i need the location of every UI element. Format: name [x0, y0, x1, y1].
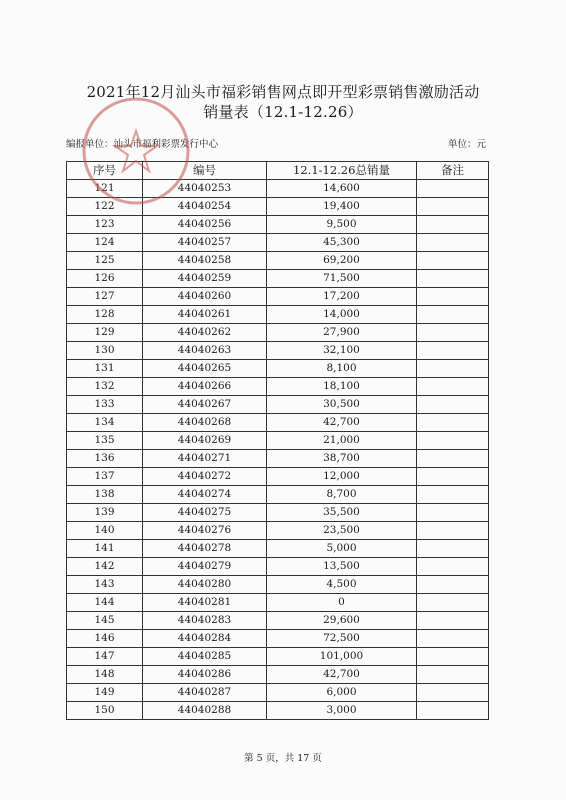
cell-seq: 150: [67, 702, 143, 720]
table-row: [67, 504, 489, 522]
cell-sales: 4,500: [267, 576, 417, 594]
table-row: [67, 378, 489, 396]
cell-sales: 17,200: [267, 288, 417, 306]
table-row: [67, 252, 489, 270]
cell-code: 44040262: [143, 324, 267, 342]
cell-code: 44040267: [143, 396, 267, 414]
table-row: [67, 396, 489, 414]
table-body: [67, 180, 489, 720]
cell-note: [417, 630, 489, 648]
cell-seq: 149: [67, 684, 143, 702]
cell-seq: 133: [67, 396, 143, 414]
cell-code: 44040281: [143, 594, 267, 612]
cell-sales: 42,700: [267, 414, 417, 432]
table-row: [67, 180, 489, 198]
cell-seq: 121: [67, 180, 143, 198]
cell-note: [417, 666, 489, 684]
cell-sales: 0: [267, 594, 417, 612]
cell-sales: 19,400: [267, 198, 417, 216]
cell-sales: 5,000: [267, 540, 417, 558]
cell-sales: 69,200: [267, 252, 417, 270]
table-row: [67, 342, 489, 360]
cell-sales: 23,500: [267, 522, 417, 540]
cell-code: 44040265: [143, 360, 267, 378]
cell-note: [417, 594, 489, 612]
title-line-1: 2021年12月汕头市福彩销售网点即开型彩票销售激励活动: [86, 83, 480, 101]
cell-note: [417, 414, 489, 432]
table-row: [67, 522, 489, 540]
cell-sales: 13,500: [267, 558, 417, 576]
cell-note: [417, 198, 489, 216]
table-row: [67, 576, 489, 594]
cell-code: 44040286: [143, 666, 267, 684]
cell-code: 44040280: [143, 576, 267, 594]
cell-sales: 38,700: [267, 450, 417, 468]
cell-code: 44040269: [143, 432, 267, 450]
cell-seq: 131: [67, 360, 143, 378]
cell-note: [417, 684, 489, 702]
table-row: [67, 324, 489, 342]
cell-seq: 146: [67, 630, 143, 648]
cell-sales: 45,300: [267, 234, 417, 252]
cell-note: [417, 450, 489, 468]
cell-note: [417, 360, 489, 378]
cell-code: 44040272: [143, 468, 267, 486]
cell-seq: 128: [67, 306, 143, 324]
title-line-2: 销量表（12.1-12.26）: [203, 103, 363, 121]
cell-note: [417, 252, 489, 270]
cell-code: 44040275: [143, 504, 267, 522]
table-row: [67, 558, 489, 576]
cell-note: [417, 504, 489, 522]
table-row: [67, 684, 489, 702]
table-row: [67, 288, 489, 306]
cell-seq: 122: [67, 198, 143, 216]
cell-seq: 136: [67, 450, 143, 468]
cell-code: 44040261: [143, 306, 267, 324]
table-row: [67, 450, 489, 468]
table-row: [67, 702, 489, 720]
cell-note: [417, 288, 489, 306]
sales-table: [66, 161, 489, 720]
cell-seq: 125: [67, 252, 143, 270]
cell-seq: 124: [67, 234, 143, 252]
table-row: [67, 486, 489, 504]
cell-sales: 8,700: [267, 486, 417, 504]
cell-note: [417, 378, 489, 396]
cell-note: [417, 558, 489, 576]
table-row: [67, 216, 489, 234]
cell-note: [417, 234, 489, 252]
cell-seq: 141: [67, 540, 143, 558]
cell-code: 44040279: [143, 558, 267, 576]
cell-seq: 132: [67, 378, 143, 396]
cell-code: 44040253: [143, 180, 267, 198]
table-row: [67, 432, 489, 450]
cell-code: 44040257: [143, 234, 267, 252]
cell-sales: 30,500: [267, 396, 417, 414]
cell-sales: 14,600: [267, 180, 417, 198]
cell-code: 44040271: [143, 450, 267, 468]
cell-seq: 134: [67, 414, 143, 432]
meta-row: [66, 138, 486, 152]
table-row: [67, 666, 489, 684]
cell-code: 44040256: [143, 216, 267, 234]
cell-code: 44040259: [143, 270, 267, 288]
cell-sales: 32,100: [267, 342, 417, 360]
cell-code: 44040276: [143, 522, 267, 540]
cell-seq: 135: [67, 432, 143, 450]
cell-code: 44040278: [143, 540, 267, 558]
cell-seq: 130: [67, 342, 143, 360]
cell-note: [417, 468, 489, 486]
table-row: [67, 306, 489, 324]
cell-seq: 129: [67, 324, 143, 342]
cell-sales: 42,700: [267, 666, 417, 684]
cell-note: [417, 342, 489, 360]
cell-code: 44040283: [143, 612, 267, 630]
table-row: [67, 468, 489, 486]
cell-sales: 101,000: [267, 648, 417, 666]
cell-code: 44040266: [143, 378, 267, 396]
header-seq: 序号: [67, 162, 143, 180]
cell-note: [417, 540, 489, 558]
table-row: [67, 360, 489, 378]
cell-note: [417, 306, 489, 324]
cell-seq: 126: [67, 270, 143, 288]
table-row: [67, 198, 489, 216]
cell-sales: 14,000: [267, 306, 417, 324]
cell-code: 44040268: [143, 414, 267, 432]
cell-sales: 27,900: [267, 324, 417, 342]
cell-note: [417, 216, 489, 234]
table-row: [67, 234, 489, 252]
table-row: [67, 648, 489, 666]
table-row: [67, 540, 489, 558]
cell-note: [417, 612, 489, 630]
cell-note: [417, 324, 489, 342]
cell-sales: 12,000: [267, 468, 417, 486]
cell-seq: 145: [67, 612, 143, 630]
cell-sales: 21,000: [267, 432, 417, 450]
cell-sales: 29,600: [267, 612, 417, 630]
issuer-label: 编报单位：汕头市福利彩票发行中心: [66, 139, 219, 150]
cell-code: 44040285: [143, 648, 267, 666]
cell-seq: 142: [67, 558, 143, 576]
header-note: 备注: [417, 162, 489, 180]
cell-code: 44040263: [143, 342, 267, 360]
header-code: 编号: [143, 162, 267, 180]
cell-note: [417, 432, 489, 450]
table-header-row: [67, 162, 489, 180]
cell-note: [417, 180, 489, 198]
cell-note: [417, 648, 489, 666]
cell-note: [417, 576, 489, 594]
cell-sales: 9,500: [267, 216, 417, 234]
header-sales: 12.1-12.26总销量: [267, 162, 417, 180]
cell-note: [417, 486, 489, 504]
cell-code: 44040287: [143, 684, 267, 702]
cell-seq: 148: [67, 666, 143, 684]
cell-code: 44040274: [143, 486, 267, 504]
cell-sales: 71,500: [267, 270, 417, 288]
cell-sales: 6,000: [267, 684, 417, 702]
cell-sales: 35,500: [267, 504, 417, 522]
cell-sales: 72,500: [267, 630, 417, 648]
table-row: [67, 270, 489, 288]
cell-code: 44040284: [143, 630, 267, 648]
cell-seq: 123: [67, 216, 143, 234]
cell-sales: 8,100: [267, 360, 417, 378]
unit-label: 单位：元: [447, 139, 486, 150]
cell-seq: 140: [67, 522, 143, 540]
document-title: [40, 82, 526, 122]
cell-code: 44040288: [143, 702, 267, 720]
cell-sales: 3,000: [267, 702, 417, 720]
cell-code: 44040260: [143, 288, 267, 306]
table-row: [67, 630, 489, 648]
cell-note: [417, 396, 489, 414]
cell-seq: 138: [67, 486, 143, 504]
table-row: [67, 612, 489, 630]
cell-seq: 127: [67, 288, 143, 306]
cell-seq: 139: [67, 504, 143, 522]
cell-seq: 144: [67, 594, 143, 612]
cell-sales: 18,100: [267, 378, 417, 396]
cell-note: [417, 270, 489, 288]
cell-code: 44040254: [143, 198, 267, 216]
cell-seq: 147: [67, 648, 143, 666]
cell-code: 44040258: [143, 252, 267, 270]
cell-seq: 143: [67, 576, 143, 594]
cell-seq: 137: [67, 468, 143, 486]
table-row: [67, 414, 489, 432]
cell-note: [417, 702, 489, 720]
table-row: [67, 594, 489, 612]
cell-note: [417, 522, 489, 540]
page-footer: 第 5 页，共 17 页: [244, 753, 322, 764]
